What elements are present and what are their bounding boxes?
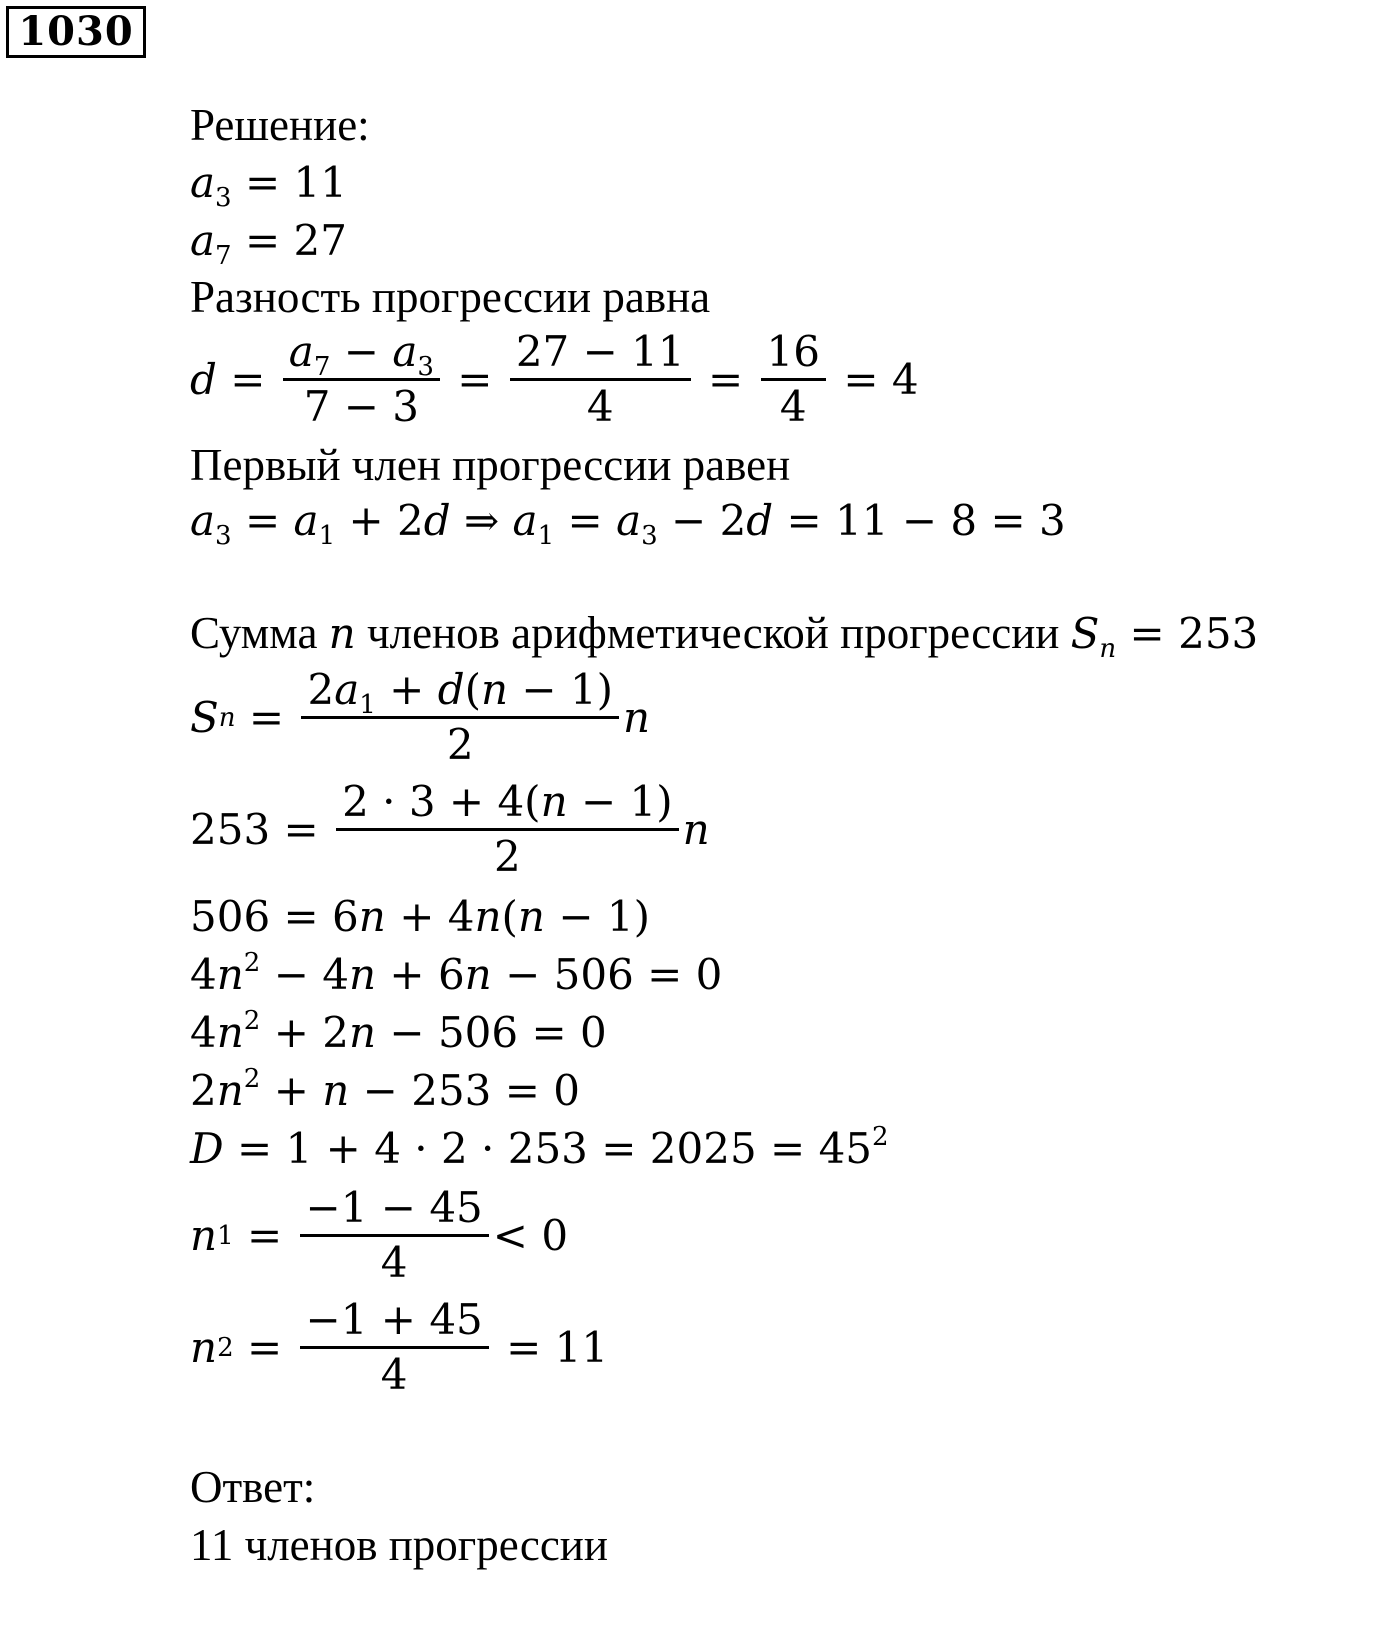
given-a7: $a_7 = 27$: [190, 216, 347, 272]
text-sum: Сумма n членов арифметической прогрессии $S_n = 253$: [190, 608, 1259, 665]
text-first-term: Первый член прогрессии равен: [190, 440, 791, 490]
solution-heading: Решение:: [190, 100, 370, 150]
equation-a1: $a_3 = a_1 + 2d$ ⇒ $a_1 = a_3 - 2d = 11 - 8 = 3$: [190, 496, 1066, 552]
equation-step4: $2n^2 + n - 253 = 0$: [190, 1063, 580, 1115]
fraction: $\frac{-1 - 45}{4}$: [300, 1182, 489, 1289]
equation-sum-formula: S n = $\frac{2a_1 + d(n - 1)}{2}$ n: [190, 665, 651, 769]
equation-discriminant: $D = 1 + 4 \cdot 2 \cdot 253 = 2025 = 45^2$: [190, 1121, 889, 1173]
equation-step2: $4n^2 - 4n + 6n - 506 = 0$: [190, 947, 723, 999]
answer-text: 11 членов прогрессии: [190, 1520, 608, 1570]
equation-sum-substituted: 253 = $\frac{2 \cdot 3 + 4(n - 1)}{2}$ n: [190, 777, 710, 881]
equation-step1: 506 = 6n + 4n(n − 1): [190, 892, 650, 941]
problem-number: 1030: [6, 6, 146, 58]
equation-n1: n 1 = $\frac{-1 - 45}{4}$ < 0: [190, 1183, 569, 1287]
equation-n2: n 2 = $\frac{-1 + 45}{4}$ = 11: [190, 1295, 609, 1399]
text-difference: Разность прогрессии равна: [190, 272, 711, 322]
fraction: $\frac{2a_1 + d(n - 1)}{2}$: [301, 664, 619, 771]
fraction: $\frac{2 \cdot 3 + 4(n - 1)}{2}$: [336, 776, 679, 883]
fraction: $\frac{-1 + 45}{4}$: [300, 1294, 489, 1401]
fraction: $\frac{a_7 - a_3}{7 - 3}$: [283, 326, 440, 433]
answer-heading: Ответ:: [190, 1462, 316, 1512]
fraction: $\frac{16}{4}$: [761, 326, 826, 433]
given-a3: $a_3 = 11$: [190, 158, 347, 214]
equation-step3: $4n^2 + 2n - 506 = 0$: [190, 1005, 607, 1057]
equation-d: d = $\frac{a_7 - a_3}{7 - 3}$ = $\frac{27 - 11}{4}$ = $\frac{16}{4}$ = 4: [190, 327, 919, 431]
fraction: $\frac{27 - 11}{4}$: [510, 326, 691, 433]
